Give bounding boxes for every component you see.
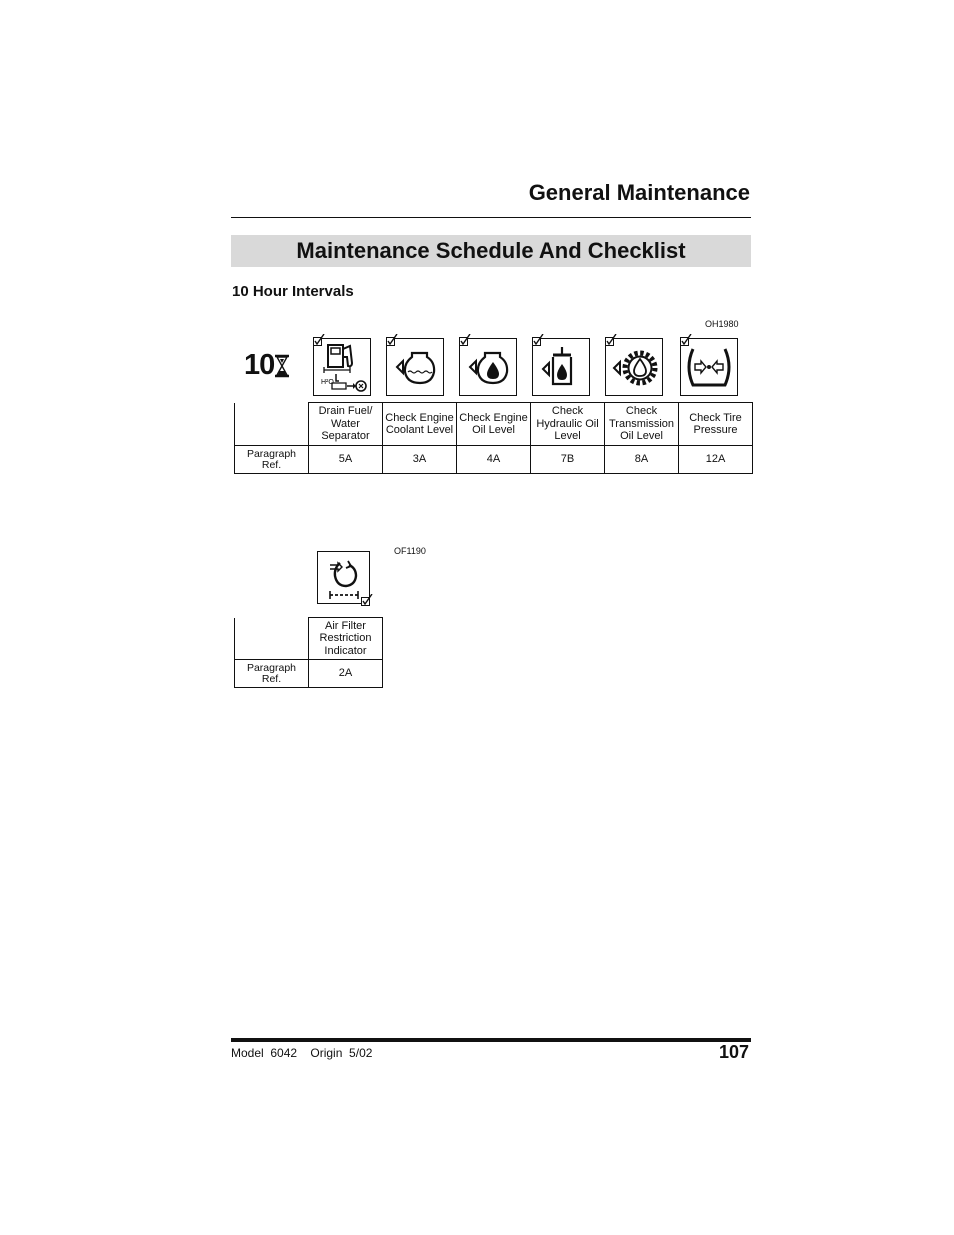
paragraph-ref-label: Paragraph Ref. bbox=[235, 660, 309, 688]
paragraph-ref: 3A bbox=[383, 446, 457, 474]
paragraph-ref-label: Paragraph Ref. bbox=[235, 446, 309, 474]
item-label: Check Engine Oil Level bbox=[457, 403, 531, 446]
footer-model-origin: Model 6042 Origin 5/02 bbox=[231, 1046, 373, 1060]
table-row bbox=[235, 660, 383, 688]
checkmark-icon bbox=[313, 334, 325, 346]
table-row bbox=[235, 618, 383, 660]
transmission-oil-icon bbox=[605, 338, 663, 396]
item-label: Check Transmission Oil Level bbox=[605, 403, 679, 446]
table-row bbox=[235, 403, 753, 446]
schedule-table bbox=[234, 617, 383, 688]
item-label: Drain Fuel/ Water Separator bbox=[309, 403, 383, 446]
interval-number: 10 bbox=[244, 349, 275, 381]
hourglass-icon bbox=[274, 354, 290, 378]
figure-code: OH1980 bbox=[705, 319, 739, 329]
checkmark-icon bbox=[459, 334, 471, 346]
fuel-water-separator-icon bbox=[313, 338, 371, 396]
paragraph-ref: 12A bbox=[679, 446, 753, 474]
paragraph-ref: 8A bbox=[605, 446, 679, 474]
item-label: Air Filter Restriction Indicator bbox=[309, 618, 383, 660]
item-label: Check Hydraulic Oil Level bbox=[531, 403, 605, 446]
checkmark-icon bbox=[361, 594, 373, 606]
section-title: General Maintenance bbox=[528, 180, 750, 205]
paragraph-ref: 4A bbox=[457, 446, 531, 474]
hydraulic-oil-icon bbox=[532, 338, 590, 396]
footer-divider bbox=[231, 1038, 751, 1042]
paragraph-ref: 2A bbox=[309, 660, 383, 688]
page-title-banner bbox=[231, 235, 751, 267]
figure-code: OF1190 bbox=[394, 546, 426, 556]
schedule-table bbox=[234, 402, 753, 474]
checkmark-icon bbox=[532, 334, 544, 346]
page-title: Maintenance Schedule And Checklist bbox=[296, 238, 686, 263]
item-label: Check Engine Coolant Level bbox=[383, 403, 457, 446]
checkmark-icon bbox=[680, 334, 692, 346]
interval-subheading: 10 Hour Intervals bbox=[232, 283, 354, 300]
tire-pressure-icon bbox=[680, 338, 738, 396]
title-divider bbox=[231, 217, 751, 218]
page-number: 107 bbox=[718, 1042, 749, 1062]
checkmark-icon bbox=[605, 334, 617, 346]
paragraph-ref: 7B bbox=[531, 446, 605, 474]
checkmark-icon bbox=[386, 334, 398, 346]
paragraph-ref: 5A bbox=[309, 446, 383, 474]
water-symbol: H²O bbox=[321, 379, 334, 386]
interval-marker bbox=[244, 349, 290, 382]
engine-coolant-icon bbox=[386, 338, 444, 396]
table-cell-blank bbox=[235, 618, 309, 660]
table-cell-blank bbox=[235, 403, 309, 446]
table-row bbox=[235, 446, 753, 474]
engine-oil-icon bbox=[459, 338, 517, 396]
item-label: Check Tire Pressure bbox=[679, 403, 753, 446]
